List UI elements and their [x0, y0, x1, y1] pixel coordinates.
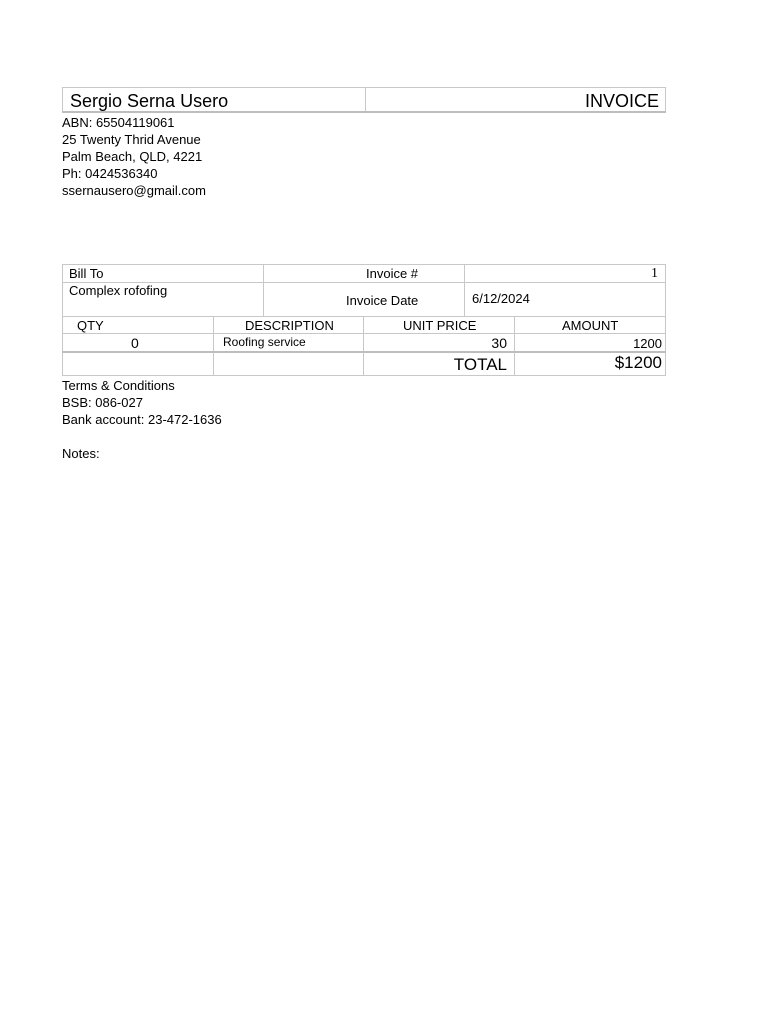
bill-to-label-cell — [62, 264, 264, 283]
business-name: Sergio Serna Usero — [70, 91, 229, 111]
invoice-number-value-cell — [464, 264, 666, 283]
invoice-number-value: 1 — [651, 266, 658, 281]
invoice-number-label-cell — [263, 264, 465, 283]
column-label-qty: QTY — [77, 318, 104, 333]
total-row-empty-cell-1 — [62, 351, 214, 376]
column-label-description: DESCRIPTION — [245, 318, 334, 333]
column-header-amount — [514, 316, 666, 334]
bsb: BSB: 086-027 — [62, 395, 143, 410]
email: ssernausero@gmail.com — [62, 183, 206, 198]
column-header-description — [213, 316, 364, 334]
spacer — [62, 428, 222, 445]
table-row-amount-cell — [514, 333, 666, 352]
bill-to-value: Complex rofofing — [69, 283, 168, 298]
column-label-unit-price: UNIT PRICE — [403, 318, 477, 333]
terms-heading: Terms & Conditions — [62, 378, 175, 393]
row-amount: 1200 — [633, 336, 662, 351]
header-divider — [365, 88, 366, 111]
row-description: Roofing service — [223, 335, 306, 349]
total-row-empty-cell-2 — [213, 351, 364, 376]
invoice-date-label-cell — [263, 282, 465, 317]
column-label-amount: AMOUNT — [562, 318, 619, 333]
abn: ABN: 65504119061 — [62, 115, 175, 130]
phone: Ph: 0424536340 — [62, 166, 158, 181]
invoice-number-label: Invoice # — [366, 266, 419, 281]
total-label-cell — [363, 351, 515, 376]
invoice-date-label: Invoice Date — [346, 293, 419, 308]
business-info — [62, 114, 206, 199]
invoice-date-value: 6/12/2024 — [472, 291, 530, 306]
payment-details — [62, 377, 222, 462]
address-line-2: Palm Beach, QLD, 4221 — [62, 149, 203, 164]
address-line-1: 25 Twenty Thrid Avenue — [62, 132, 201, 147]
total-value-cell — [514, 351, 666, 376]
table-row-unit-price-cell — [363, 333, 515, 352]
row-unit-price: 30 — [491, 335, 507, 351]
invoice-title: INVOICE — [584, 91, 659, 111]
column-header-unit-price — [363, 316, 515, 334]
invoice-header — [62, 87, 666, 113]
total-value: $1200 — [614, 353, 662, 372]
row-qty: 0 — [131, 335, 139, 351]
notes-label: Notes: — [62, 446, 100, 461]
bill-to-value-cell — [62, 282, 264, 317]
invoice-date-value-cell — [464, 282, 666, 317]
table-row-description-cell — [213, 333, 364, 352]
total-label: TOTAL — [453, 355, 507, 374]
bank-account: Bank account: 23-472-1636 — [62, 412, 222, 427]
column-header-qty — [62, 316, 214, 334]
table-row-qty-cell — [62, 333, 214, 352]
bill-to-label: Bill To — [69, 266, 104, 281]
